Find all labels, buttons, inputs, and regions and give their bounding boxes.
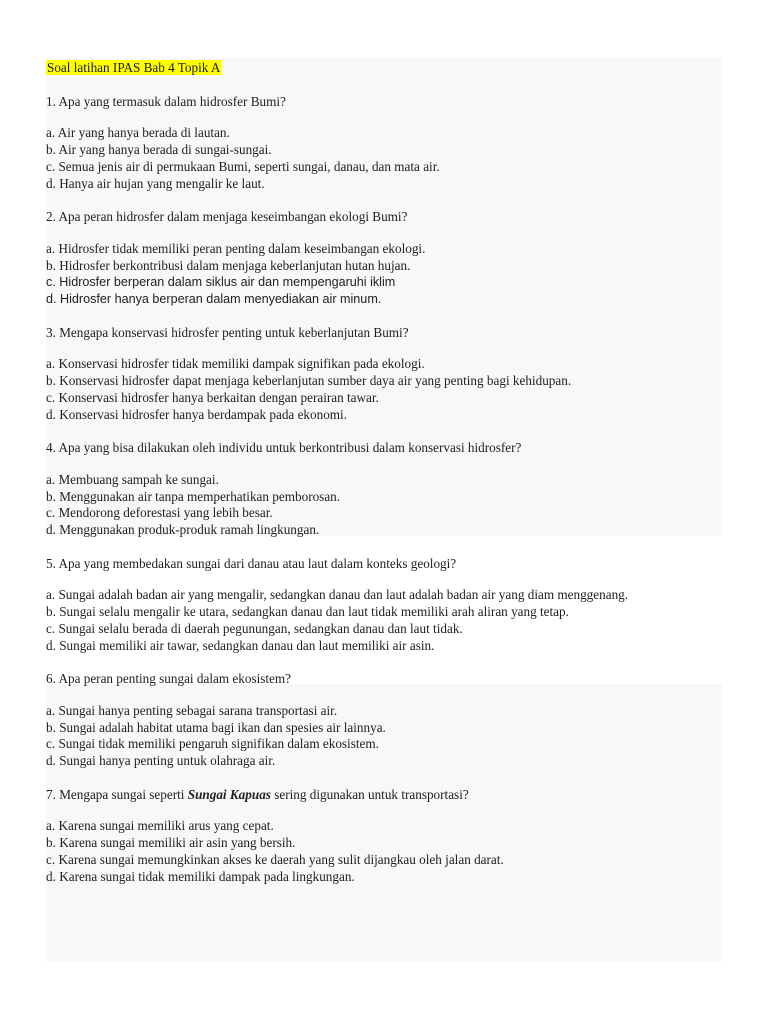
option-list: [46, 356, 722, 423]
option-list: [46, 818, 722, 885]
question-7: [46, 787, 722, 886]
question-text: 4. Apa yang bisa dilakukan oleh individu untuk berkontribusi dalam konservasi hidrosfer?: [46, 440, 522, 456]
option-d: d. Sungai memiliki air tawar, sedangkan danau dan laut memiliki air asin.: [46, 637, 435, 653]
option-b: b. Menggunakan air tanpa memperhatikan pemborosan.: [46, 488, 341, 504]
option-c: c. Karena sungai memungkinkan akses ke daerah yang sulit dijangkau oleh jalan darat.: [46, 851, 504, 867]
option-a: a. Konservasi hidrosfer tidak memiliki dampak signifikan pada ekologi.: [46, 356, 425, 372]
option-d: d. Hidrosfer hanya berperan dalam menyediakan air minum.: [46, 292, 382, 307]
question-2: [46, 209, 722, 308]
option-b: b. Sungai selalu mengalir ke utara, sedangkan danau dan laut tidak memiliki arah aliran yang tetap.: [46, 604, 569, 620]
question-5: [46, 556, 722, 655]
option-list: [46, 125, 722, 192]
option-d: d. Konservasi hidrosfer hanya berdampak pada ekonomi.: [46, 406, 348, 422]
question-text: 3. Mengapa konservasi hidrosfer penting untuk keberlanjutan Bumi?: [46, 324, 409, 340]
question-1: [46, 94, 722, 193]
option-b: b. Hidrosfer berkontribusi dalam menjaga keberlanjutan hutan hujan.: [46, 257, 411, 273]
option-a: a. Sungai adalah badan air yang mengalir, sedangkan danau dan laut adalah badan air yang diam menggenang.: [46, 587, 629, 603]
option-a: a. Air yang hanya berada di lautan.: [46, 125, 230, 141]
option-d: d. Sungai hanya penting untuk olahraga air.: [46, 753, 276, 769]
option-list: [46, 703, 722, 770]
option-b: b. Karena sungai memiliki air asin yang bersih.: [46, 835, 296, 851]
question-text-start: 7. Mengapa sungai seperti: [46, 786, 188, 802]
option-c: c. Konservasi hidrosfer hanya berkaitan dengan perairan tawar.: [46, 389, 379, 405]
option-c: c. Hidrosfer berperan dalam siklus air dan mempengaruhi iklim: [46, 275, 396, 290]
option-a: a. Karena sungai memiliki arus yang cepat.: [46, 818, 274, 834]
option-a: a. Sungai hanya penting sebagai sarana transportasi air.: [46, 702, 338, 718]
option-list: [46, 241, 722, 308]
option-d: d. Hanya air hujan yang mengalir ke laut.: [46, 175, 265, 191]
question-text: 5. Apa yang membedakan sungai dari danau atau laut dalam konteks geologi?: [46, 555, 457, 571]
title-line: [46, 60, 722, 77]
question-text: 1. Apa yang termasuk dalam hidrosfer Bumi?: [46, 93, 286, 109]
option-b: b. Sungai adalah habitat utama bagi ikan dan spesies air lainnya.: [46, 719, 386, 735]
option-list: [46, 472, 722, 539]
question-text: 2. Apa peran hidrosfer dalam menjaga keseimbangan ekologi Bumi?: [46, 209, 408, 225]
option-a: a. Hidrosfer tidak memiliki peran penting dalam keseimbangan ekologi.: [46, 240, 426, 256]
question-text-emphasis: Sungai Kapuas: [187, 786, 271, 802]
question-text-end: sering digunakan untuk transportasi?: [270, 786, 469, 802]
question-4: [46, 440, 722, 539]
question-3: [46, 325, 722, 424]
option-b: b. Air yang hanya berada di sungai-sungai.: [46, 142, 272, 158]
option-d: d. Karena sungai tidak memiliki dampak pada lingkungan.: [46, 868, 355, 884]
option-list: [46, 587, 722, 654]
question-6: [46, 671, 722, 770]
option-b: b. Konservasi hidrosfer dapat menjaga keberlanjutan sumber daya air yang penting bagi kehidupan.: [46, 373, 572, 389]
document-title: Soal latihan IPAS Bab 4 Topik A: [47, 60, 221, 75]
option-c: c. Sungai tidak memiliki pengaruh signifikan dalam ekosistem.: [46, 736, 379, 752]
option-a: a. Membuang sampah ke sungai.: [46, 471, 219, 487]
option-c: c. Sungai selalu berada di daerah pegunungan, sedangkan danau dan laut tidak.: [46, 620, 463, 636]
option-d: d. Menggunakan produk-produk ramah lingkungan.: [46, 522, 320, 538]
question-text: [46, 787, 722, 804]
question-text: 6. Apa peran penting sungai dalam ekosistem?: [46, 671, 292, 687]
option-c: c. Mendorong deforestasi yang lebih besar.: [46, 505, 273, 521]
document-body: [46, 58, 722, 885]
option-c: c. Semua jenis air di permukaan Bumi, seperti sungai, danau, dan mata air.: [46, 158, 440, 174]
